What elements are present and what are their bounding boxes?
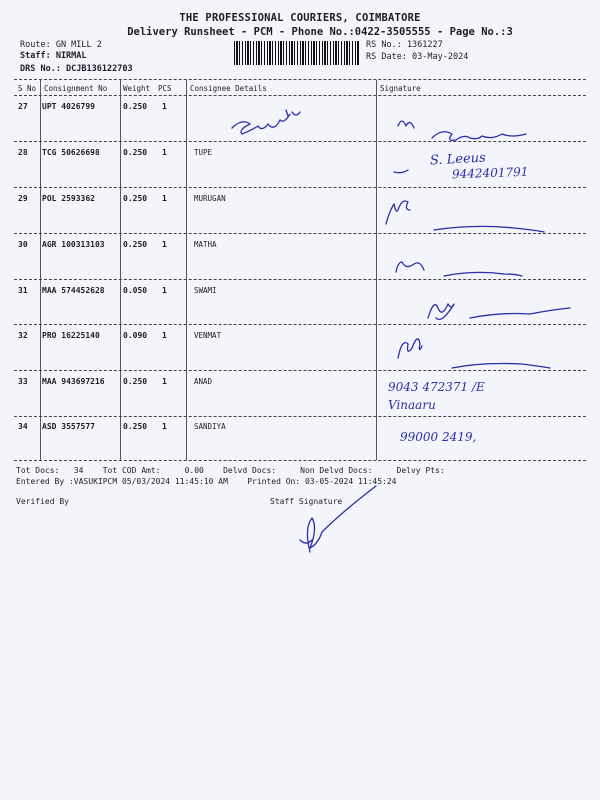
row-weight: 0.250: [123, 148, 148, 157]
row-weight: 0.090: [123, 331, 148, 340]
col-sno: S No: [18, 84, 37, 93]
col-pcs: PCS: [158, 84, 172, 93]
row-weight: 0.250: [123, 102, 148, 111]
handwriting-row28-name: S. Leeus: [429, 150, 487, 169]
row-consignment: ASD 3557577: [42, 422, 95, 431]
row-pcs: 1: [162, 286, 167, 295]
row-sno: 30: [18, 240, 28, 249]
row-pcs: 1: [162, 240, 167, 249]
signature-row27b: [398, 121, 526, 140]
row-sno: 33: [18, 377, 28, 386]
drs-number: DRS No.: DCJB136122703: [20, 64, 133, 74]
signature-row29: [386, 201, 544, 232]
row-consignment: MAA 574452628: [42, 286, 105, 295]
row-consignee: TUPE: [194, 148, 213, 157]
col-consignment: Consignment No: [44, 84, 108, 93]
handwriting-row33-name: Vinaaru: [388, 398, 436, 412]
company-title: THE PROFESSIONAL COURIERS, COIMBATORE: [179, 12, 421, 24]
signature-row28-dash: [394, 170, 408, 173]
row-sno: 27: [18, 102, 28, 111]
entered-by-line: Entered By :VASUKIPCM 05/03/2024 11:45:10 AM Printed On: 03-05-2024 11:45:24: [16, 477, 397, 486]
row-weight: 0.250: [123, 377, 148, 386]
row-consignment: AGR 100313103: [42, 240, 105, 249]
signature-row27: [232, 110, 300, 134]
row-weight: 0.250: [123, 422, 148, 431]
totals-line: Tot Docs: 34 Tot COD Amt: 0.00 Delvd Docs: Non Delvd Docs: Delvy Pts:: [16, 466, 445, 475]
row-weight: 0.250: [123, 240, 148, 249]
row-pcs: 1: [162, 148, 167, 157]
runsheet-subtitle: Delivery Runsheet - PCM - Phone No.:0422-3505555 - Page No.:3: [127, 26, 513, 38]
col-signature: Signature: [380, 84, 421, 93]
col-consignee: Consignee Details: [190, 84, 267, 93]
row-consignee: ANAD: [194, 377, 213, 386]
rs-date: RS Date: 03-May-2024: [366, 52, 469, 62]
row-consignee: MURUGAN: [194, 194, 226, 203]
row-consignee: MATHA: [194, 240, 217, 249]
signature-row32: [398, 339, 550, 368]
row-pcs: 1: [162, 331, 167, 340]
row-weight: 0.050: [123, 286, 148, 295]
signature-row31: [428, 304, 570, 319]
row-consignee: VENMAT: [194, 331, 222, 340]
row-pcs: 1: [162, 194, 167, 203]
row-sno: 34: [18, 422, 28, 431]
route-label: Route: GN MILL 2: [20, 40, 102, 50]
row-sno: 32: [18, 331, 28, 340]
row-consignment: POL 2593362: [42, 194, 95, 203]
handwriting-row34-number: 99000 2419,: [400, 430, 477, 444]
row-consignment: TCG 50626698: [42, 148, 100, 157]
staff-signature-label: Staff Signature: [270, 497, 343, 506]
row-pcs: 1: [162, 422, 167, 431]
row-consignment: PRO 16225140: [42, 331, 100, 340]
row-consignee: SANDIYA: [194, 422, 226, 431]
row-pcs: 1: [162, 102, 167, 111]
row-consignment: UPT 4026799: [42, 102, 95, 111]
signature-staff: [300, 486, 376, 552]
staff-label: Staff: NIRMAL: [20, 51, 87, 61]
row-consignment: MAA 943697216: [42, 377, 105, 386]
row-pcs: 1: [162, 377, 167, 386]
rs-number: RS No.: 1361227: [366, 40, 443, 50]
row-sno: 29: [18, 194, 28, 203]
col-weight: Weight: [123, 84, 151, 93]
row-sno: 28: [18, 148, 28, 157]
signature-row30: [396, 262, 522, 276]
row-weight: 0.250: [123, 194, 148, 203]
row-consignee: SWAMI: [194, 286, 217, 295]
handwriting-row28-phone: 9442401791: [451, 164, 529, 182]
verified-by-label: Verified By: [16, 497, 69, 506]
handwriting-row33-number: 9043 472371 /E: [388, 380, 485, 394]
row-sno: 31: [18, 286, 28, 295]
